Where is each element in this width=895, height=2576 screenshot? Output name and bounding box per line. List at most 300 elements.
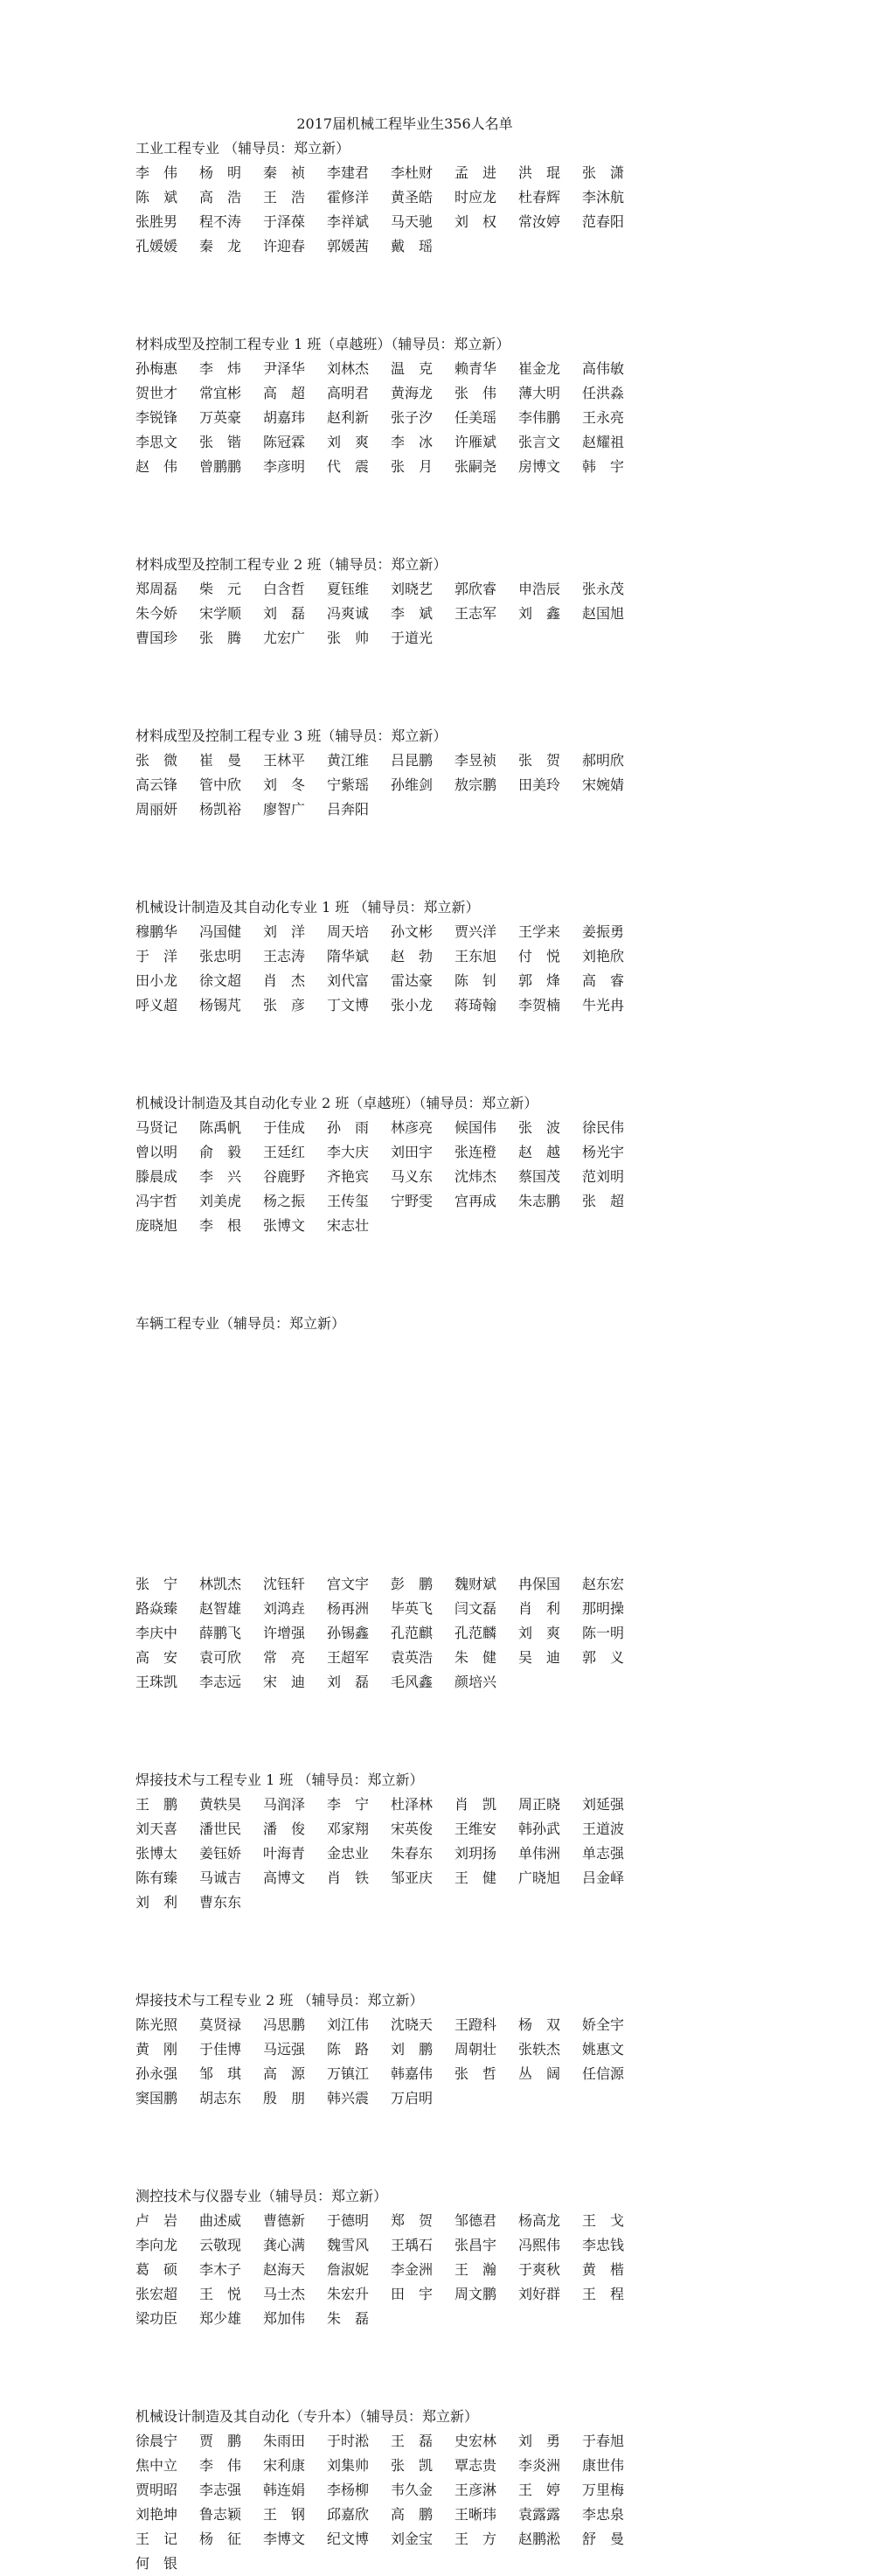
student-name: 孟 进	[454, 164, 497, 181]
section-header: 车辆工程专业（辅导员：郑立新）	[135, 1315, 346, 1332]
student-name: 丛 阔	[518, 2065, 561, 2082]
section-header: 机械设计制造及其自动化专业 2 班（卓越班）（辅导员：郑立新）	[135, 1095, 538, 1111]
student-name: 李昱祯	[454, 752, 497, 769]
student-name: 黄轶昊	[199, 1796, 242, 1813]
student-name: 李彦明	[263, 458, 306, 475]
student-name: 薄大明	[518, 385, 561, 401]
student-name: 冉保国	[518, 1576, 561, 1592]
student-name: 杜春辉	[518, 189, 561, 205]
section-measurement-control	[135, 2184, 642, 2331]
student-name: 许雁斌	[454, 434, 497, 450]
student-name: 赵东宏	[582, 1576, 625, 1592]
student-name: 马贤记	[135, 1119, 178, 1136]
student-name: 黄江维	[327, 752, 370, 769]
section-mechanical-design-class-2	[135, 1091, 642, 1238]
student-name: 田小龙	[135, 972, 178, 989]
student-name: 赵智雄	[199, 1600, 242, 1617]
name-list-document	[135, 112, 642, 2576]
student-name: 赵利新	[327, 409, 370, 426]
student-name: 朱宏升	[327, 2286, 370, 2302]
student-name: 刘艳坤	[135, 2506, 178, 2523]
student-name: 贾明昭	[135, 2482, 178, 2498]
student-name: 周丽妍	[135, 801, 178, 818]
student-name: 于爽秋	[518, 2261, 561, 2278]
student-name: 闫文磊	[454, 1600, 497, 1617]
student-name: 张 波	[518, 1119, 561, 1136]
student-name: 秦 祯	[263, 164, 306, 181]
student-name: 孙文彬	[391, 923, 434, 940]
student-name: 刘 冬	[263, 776, 306, 793]
student-name: 王传玺	[327, 1193, 370, 1209]
student-name: 焦中立	[135, 2457, 178, 2474]
section-header: 工业工程专业 （辅导员：郑立新）	[135, 140, 350, 157]
student-name: 庞晓旭	[135, 1217, 178, 1234]
student-name: 温 克	[391, 360, 434, 377]
student-name: 杨 双	[518, 2016, 561, 2033]
student-name: 郭 烽	[518, 972, 561, 989]
student-name: 李思文	[135, 434, 178, 450]
student-name: 张 伟	[454, 385, 497, 401]
student-name: 冯国健	[199, 923, 242, 940]
student-name: 周正晓	[518, 1796, 561, 1813]
student-name: 王 钢	[263, 2506, 306, 2523]
student-name: 吕昆鹏	[391, 752, 434, 769]
student-name: 沈晓天	[391, 2016, 434, 2033]
student-name: 王 瀚	[454, 2261, 497, 2278]
student-name: 王维安	[454, 1821, 497, 1837]
student-name: 杨光宇	[582, 1144, 625, 1160]
student-name: 李庆中	[135, 1625, 178, 1641]
student-name: 殷 朋	[263, 2090, 306, 2106]
student-name: 秦 龙	[199, 238, 242, 254]
student-name: 杨再洲	[327, 1600, 370, 1617]
student-name: 周朝壮	[454, 2041, 497, 2057]
student-name: 赵鹏淞	[518, 2531, 561, 2547]
student-name: 俞 毅	[199, 1144, 242, 1160]
student-name: 胡嘉玮	[263, 409, 306, 426]
student-name: 孙 雨	[327, 1119, 370, 1136]
student-name: 肖 杰	[263, 972, 306, 989]
student-name: 郭 义	[582, 1649, 625, 1666]
student-name: 隋华斌	[327, 948, 370, 964]
student-name: 韩 宇	[582, 458, 625, 475]
student-name: 高博文	[263, 1869, 306, 1886]
student-name: 王 鹏	[135, 1796, 178, 1813]
student-name: 彭 鹏	[391, 1576, 434, 1592]
student-name: 张 潇	[582, 164, 625, 181]
student-name: 韦久金	[391, 2482, 434, 2498]
name-grid	[135, 1572, 642, 1695]
student-name: 刘 鹏	[391, 2041, 434, 2057]
student-name: 王廷红	[263, 1144, 306, 1160]
student-name: 于泽葆	[263, 213, 306, 230]
student-name: 李沐航	[582, 189, 625, 205]
student-name: 高 源	[263, 2065, 306, 2082]
student-name: 肖 凯	[454, 1796, 497, 1813]
student-name: 冯熙伟	[518, 2237, 561, 2253]
name-grid	[135, 577, 642, 651]
student-name: 王超军	[327, 1649, 370, 1666]
student-name: 张永茂	[582, 581, 625, 597]
student-name: 郑少雄	[199, 2310, 242, 2327]
student-name: 刘代富	[327, 972, 370, 989]
student-name: 刘美虎	[199, 1193, 242, 1209]
student-name: 曾鹏鹏	[199, 458, 242, 475]
student-name: 魏财斌	[454, 1576, 497, 1592]
name-grid	[135, 161, 642, 259]
student-name: 刘 磊	[263, 605, 306, 622]
student-name: 付 悦	[518, 948, 561, 964]
student-name: 王 戈	[582, 2212, 625, 2229]
student-name: 夏钰维	[327, 581, 370, 597]
student-name: 时应龙	[454, 189, 497, 205]
student-name: 杨之振	[263, 1193, 306, 1209]
student-name: 王彦淋	[454, 2482, 497, 2498]
student-name: 范春阳	[582, 213, 625, 230]
name-grid	[135, 1793, 642, 1915]
student-name: 张昌宇	[454, 2237, 497, 2253]
student-name: 韩兴震	[327, 2090, 370, 2106]
student-name: 张忠明	[199, 948, 242, 964]
student-name: 赵 越	[518, 1144, 561, 1160]
student-name: 刘 鑫	[518, 605, 561, 622]
student-name: 冯爽诚	[327, 605, 370, 622]
student-name: 李 斌	[391, 605, 434, 622]
student-name: 孔媛媛	[135, 238, 178, 254]
student-name: 郭媛茜	[327, 238, 370, 254]
student-name: 徐文超	[199, 972, 242, 989]
student-name: 邹亚庆	[391, 1869, 434, 1886]
student-name: 宋利康	[263, 2457, 306, 2474]
student-name: 陈 斌	[135, 189, 178, 205]
student-name: 赵 伟	[135, 458, 178, 475]
student-name: 窦国鹏	[135, 2090, 178, 2106]
student-name: 高 安	[135, 1649, 178, 1666]
student-name: 邹 琪	[199, 2065, 242, 2082]
student-name: 刘集帅	[327, 2457, 370, 2474]
student-name: 刘 勇	[518, 2433, 561, 2449]
student-name: 于佳成	[263, 1119, 306, 1136]
student-name: 尤宏广	[263, 630, 306, 646]
student-name: 郑周磊	[135, 581, 178, 597]
section-materials-class-2	[135, 553, 642, 651]
student-name: 高 浩	[199, 189, 242, 205]
student-name: 冯宇哲	[135, 1193, 178, 1209]
student-name: 李 伟	[135, 164, 178, 181]
student-name: 刘玥扬	[454, 1845, 497, 1862]
student-name: 广晓旭	[518, 1869, 561, 1886]
student-name: 刘延强	[582, 1796, 625, 1813]
student-name: 刘金宝	[391, 2531, 434, 2547]
section-header: 机械设计制造及其自动化专业 1 班 （辅导员：郑立新）	[135, 899, 480, 916]
section-industrial-engineering	[135, 136, 642, 259]
student-name: 于 洋	[135, 948, 178, 964]
student-name: 李 兴	[199, 1168, 242, 1185]
student-name: 宫再成	[454, 1193, 497, 1209]
student-name: 高 睿	[582, 972, 625, 989]
student-name: 张子汐	[391, 409, 434, 426]
student-name: 柴 元	[199, 581, 242, 597]
student-name: 王志涛	[263, 948, 306, 964]
name-grid	[135, 2209, 642, 2331]
student-name: 朱志鹏	[518, 1193, 561, 1209]
student-name: 蔡国茂	[518, 1168, 561, 1185]
student-name: 许迎春	[263, 238, 306, 254]
student-name: 吴 迪	[518, 1649, 561, 1666]
student-name: 蒋琦翰	[454, 997, 497, 1013]
student-name: 万启明	[391, 2090, 434, 2106]
student-name: 陈冠霖	[263, 434, 306, 450]
student-name: 白含哲	[263, 581, 306, 597]
student-name: 万镇江	[327, 2065, 370, 2082]
student-name: 韩连娟	[263, 2482, 306, 2498]
student-name: 王永亮	[582, 409, 625, 426]
student-name: 张 哲	[454, 2065, 497, 2082]
student-name: 李大庆	[327, 1144, 370, 1160]
student-name: 张连橙	[454, 1144, 497, 1160]
student-name: 单志强	[582, 1845, 625, 1862]
student-name: 肖 铁	[327, 1869, 370, 1886]
student-name: 袁英浩	[391, 1649, 434, 1666]
student-name: 刘田宇	[391, 1144, 434, 1160]
student-name: 刘天喜	[135, 1821, 178, 1837]
student-name: 宁野雯	[391, 1193, 434, 1209]
student-name: 纪文博	[327, 2531, 370, 2547]
name-grid	[135, 1116, 642, 1238]
section-header: 机械设计制造及其自动化（专升本）（辅导员：郑立新）	[135, 2408, 479, 2425]
student-name: 陈一明	[582, 1625, 625, 1641]
student-name: 莫贤禄	[199, 2016, 242, 2033]
student-name: 杨 明	[199, 164, 242, 181]
student-name: 任美瑶	[454, 409, 497, 426]
student-name: 沈炜杰	[454, 1168, 497, 1185]
student-name: 叶海青	[263, 1845, 306, 1862]
student-name: 张小龙	[391, 997, 434, 1013]
student-name: 于德明	[327, 2212, 370, 2229]
student-name: 胡志东	[199, 2090, 242, 2106]
student-name: 张言文	[518, 434, 561, 450]
student-name: 王志军	[454, 605, 497, 622]
student-name: 雷达豪	[391, 972, 434, 989]
section-header: 测控技术与仪器专业（辅导员：郑立新）	[135, 2188, 388, 2204]
student-name: 牛光冉	[582, 997, 625, 1013]
student-name: 于道光	[391, 630, 434, 646]
student-name: 李 伟	[199, 2457, 242, 2474]
student-name: 曹东东	[199, 1894, 242, 1911]
student-name: 杨高龙	[518, 2212, 561, 2229]
student-name: 李贺楠	[518, 997, 561, 1013]
student-name: 杨锡芃	[199, 997, 242, 1013]
student-name: 管中欣	[199, 776, 242, 793]
student-name: 王蹬科	[454, 2016, 497, 2033]
section-welding-class-2	[135, 1988, 642, 2111]
section-welding-class-1	[135, 1768, 642, 1915]
student-name: 于春旭	[582, 2433, 625, 2449]
section-materials-class-3	[135, 724, 642, 822]
student-name: 李锐锋	[135, 409, 178, 426]
student-name: 李炎洲	[518, 2457, 561, 2474]
student-name: 张 凯	[391, 2457, 434, 2474]
section-mechanical-design-upgrade	[135, 2405, 642, 2576]
student-name: 房博文	[518, 458, 561, 475]
student-name: 詹淑妮	[327, 2261, 370, 2278]
student-name: 朱 磊	[327, 2310, 370, 2327]
student-name: 李博文	[263, 2531, 306, 2547]
document-title: 2017届机械工程毕业生356人名单	[296, 115, 513, 132]
student-name: 赵 勃	[391, 948, 434, 964]
student-name: 康世伟	[582, 2457, 625, 2474]
student-name: 刘林杰	[327, 360, 370, 377]
student-name: 鲁志颖	[199, 2506, 242, 2523]
student-name: 张 腾	[199, 630, 242, 646]
student-name: 王东旭	[454, 948, 497, 964]
student-name: 林彦亮	[391, 1119, 434, 1136]
student-name: 黄海龙	[391, 385, 434, 401]
student-name: 敖宗鹏	[454, 776, 497, 793]
student-name: 林凯杰	[199, 1576, 242, 1592]
student-name: 杨凯裕	[199, 801, 242, 818]
student-name: 姜钰娇	[199, 1845, 242, 1862]
student-name: 刘鸿垚	[263, 1600, 306, 1617]
student-name: 张轶杰	[518, 2041, 561, 2057]
student-name: 王 方	[454, 2531, 497, 2547]
student-name: 毛风鑫	[391, 1674, 434, 1690]
section-header: 材料成型及控制工程专业 3 班（辅导员：郑立新）	[135, 728, 448, 744]
student-name: 丁文博	[327, 997, 370, 1013]
student-name: 高伟敏	[582, 360, 625, 377]
student-name: 常 亮	[263, 1649, 306, 1666]
student-name: 宋志壮	[327, 1217, 370, 1234]
student-name: 张 宁	[135, 1576, 178, 1592]
student-name: 李向龙	[135, 2237, 178, 2253]
student-name: 郭欣睿	[454, 581, 497, 597]
student-name: 李 冰	[391, 434, 434, 450]
student-name: 黄 楷	[582, 2261, 625, 2278]
student-name: 李木子	[199, 2261, 242, 2278]
student-name: 呼义超	[135, 997, 178, 1013]
section-materials-class-1	[135, 332, 642, 479]
student-name: 李伟鹏	[518, 409, 561, 426]
student-name: 魏雪风	[327, 2237, 370, 2253]
student-name: 宋 迪	[263, 1674, 306, 1690]
student-name: 袁可欣	[199, 1649, 242, 1666]
student-name: 张博文	[263, 1217, 306, 1234]
student-name: 尹泽华	[263, 360, 306, 377]
student-name: 朱今娇	[135, 605, 178, 622]
student-name: 张 帅	[327, 630, 370, 646]
student-name: 李志远	[199, 1674, 242, 1690]
student-name: 姚惠文	[582, 2041, 625, 2057]
student-name: 刘 磊	[327, 1674, 370, 1690]
student-name: 穆鹏华	[135, 923, 178, 940]
student-name: 王 磊	[391, 2433, 434, 2449]
student-name: 田 宇	[391, 2286, 434, 2302]
student-name: 沈钰轩	[263, 1576, 306, 1592]
student-name: 常汝婷	[518, 213, 561, 230]
student-name: 陈禹帆	[199, 1119, 242, 1136]
student-name: 王 记	[135, 2531, 178, 2547]
student-name: 任洪淼	[582, 385, 625, 401]
student-name: 袁露露	[518, 2506, 561, 2523]
name-grid	[135, 748, 642, 822]
student-name: 高 鹏	[391, 2506, 434, 2523]
student-name: 李杨柳	[327, 2482, 370, 2498]
student-name: 李忠泉	[582, 2506, 625, 2523]
section-header: 材料成型及控制工程专业 1 班（卓越班）（辅导员：郑立新）	[135, 336, 510, 352]
student-name: 于时淞	[327, 2433, 370, 2449]
student-name: 贾 鹏	[199, 2433, 242, 2449]
student-name: 郑 贺	[391, 2212, 434, 2229]
student-name: 张 月	[391, 458, 434, 475]
student-name: 高云锋	[135, 776, 178, 793]
student-name: 廖智广	[263, 801, 306, 818]
student-name: 王晰玮	[454, 2506, 497, 2523]
student-name: 徐晨宁	[135, 2433, 178, 2449]
student-name: 薛鹏飞	[199, 1625, 242, 1641]
student-name: 肖 利	[518, 1600, 561, 1617]
student-name: 卢 岩	[135, 2212, 178, 2229]
student-name: 邱嘉欣	[327, 2506, 370, 2523]
student-name: 徐民伟	[582, 1119, 625, 1136]
student-name: 李建君	[327, 164, 370, 181]
student-name: 戴 瑶	[391, 238, 434, 254]
student-name: 吕奔阳	[327, 801, 370, 818]
student-name: 刘 利	[135, 1894, 178, 1911]
student-name: 刘 爽	[327, 434, 370, 450]
student-name: 何 银	[135, 2555, 178, 2572]
student-name: 宋英俊	[391, 1821, 434, 1837]
student-name: 崔 曼	[199, 752, 242, 769]
student-name: 代 震	[327, 458, 370, 475]
student-name: 陈有臻	[135, 1869, 178, 1886]
student-name: 曾以明	[135, 1144, 178, 1160]
student-name: 李杜财	[391, 164, 434, 181]
student-name: 赵国旭	[582, 605, 625, 622]
student-name: 王珠凯	[135, 1674, 178, 1690]
student-name: 许增强	[263, 1625, 306, 1641]
student-name: 郑加伟	[263, 2310, 306, 2327]
student-name: 张嗣尧	[454, 458, 497, 475]
student-name: 黄圣皓	[391, 189, 434, 205]
student-name: 葛 硕	[135, 2261, 178, 2278]
student-name: 范刘明	[582, 1168, 625, 1185]
student-name: 孔范麒	[391, 1625, 434, 1641]
student-name: 朱雨田	[263, 2433, 306, 2449]
student-name: 赖青华	[454, 360, 497, 377]
student-name: 韩孙武	[518, 1821, 561, 1837]
student-name: 赵海天	[263, 2261, 306, 2278]
student-name: 王 浩	[263, 189, 306, 205]
student-name: 马润泽	[263, 1796, 306, 1813]
student-name: 万英豪	[199, 409, 242, 426]
student-name: 周文鹏	[454, 2286, 497, 2302]
student-name: 马诚吉	[199, 1869, 242, 1886]
student-name: 王林平	[263, 752, 306, 769]
student-name: 宋学顺	[199, 605, 242, 622]
student-name: 马远强	[263, 2041, 306, 2057]
student-name: 霍修洋	[327, 189, 370, 205]
student-name: 陈 路	[327, 2041, 370, 2057]
student-name: 李 根	[199, 1217, 242, 1234]
student-name: 王学来	[518, 923, 561, 940]
student-name: 滕晨成	[135, 1168, 178, 1185]
student-name: 孔范麟	[454, 1625, 497, 1641]
student-name: 陈光照	[135, 2016, 178, 2033]
student-name: 李忠钱	[582, 2237, 625, 2253]
student-name: 王道波	[582, 1821, 625, 1837]
student-name: 朱春东	[391, 1845, 434, 1862]
student-name: 洪 琨	[518, 164, 561, 181]
